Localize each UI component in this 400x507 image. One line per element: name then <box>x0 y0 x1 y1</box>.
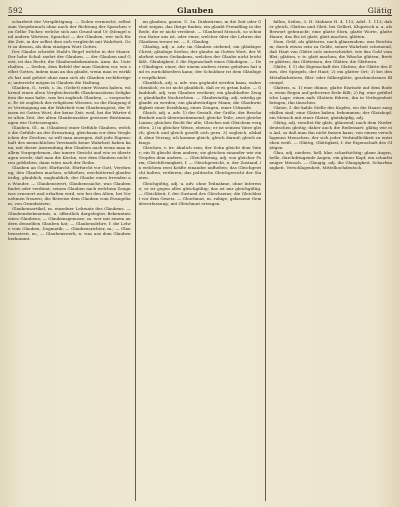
entry-paragraph: fallen, Seilen, 3. H. Mahnen H. 4. 113; Adel. 1. 113; daher gleich, Glatten und Gleit, bei Gellert, Klopstock u. a. als Beiwort gebraucht; eine glatte Stirn, glatte Worte, glatte Haare; das Eis ist glatt; glatt machen, glätten. <box>269 19 393 40</box>
running-head-center: Glauben <box>177 5 214 15</box>
entry-paragraph: Glätte, f. 1) die Eigenschaft des Glatten; die Glätte des Eises, des Spiegels, der Haut; 2) ein glatter Ort; 3) bei den Metallarbeitern, Blei- oder Silberglätte, geschmolzenes Bleioxyd. <box>269 64 393 85</box>
entry-paragraph: Gläubig, adj. u. adv. im Glauben stehend; ein gläubiger Christ; gläubige Seelen; der glaube an Gottes Wort, der Wahrheit seines Gedankens, welches der Glaube nicht leicht läßt. Gläubigkeit, f. die Eigenschaft eines Gläubigen. — Der Gläubiger, einer, der einem andern etwas geliehen hat und es zurückfordern kann; der Schuldner ist dem Gläubiger verpflichtet. <box>138 44 262 80</box>
entry-paragraph: Gleich, adj. u. adv. 1) der Gestalt, der Größe, der Beschaffenheit nach übereinstimmend; gleiche Teile; zwei gleiche Linien; gleiches Recht für alle; Gleiches mit Gleichem vergelten. 2) in gleicher Weise, ebenso; er ist seinem Vater gleich; gleich und gleich gesellt sich gern. 3) sogleich, alsbald, ohne Verzug; ich komme gleich; gleich darauf; gleich anfangs. <box>138 109 262 146</box>
entry-paragraph: Gleichgültig, adj. u. adv. ohne Teilnahme, ohne Interesse; er ist gegen alles gleichgültig; das ist mir gleichgültig. — Gleichheit, f. der Zustand des Gleichseins; die Gleichheit vor dem Gesetz. — Gleichmut, m. ruhige, gelassene Gemütsverfassung; mit Gleichmut ertragen. <box>138 180 262 206</box>
running-head-right: Glätig <box>367 5 392 15</box>
column-right <box>265 19 392 501</box>
entry-paragraph: Glau, adj. nieders. hell, klar, scharfsichtig; glaue Augen, helle, durchdringende Augen; ein glauer Kopf, ein scharfsinniger Mensch. — Glaugig, adj. die Glaugigkeit, Scharfsinnigkeit, Verschlagenheit, Mittelhochdeutsch. <box>269 150 393 171</box>
entry-paragraph: Glaubensartikel, m. einzelner Lehrsatz des Glaubens. — Glaubensbekenntnis, n. öffentlich dargelegtes Bekenntnis eines Glaubens; — Glaubensgenosse, m. wer mit einem andern denselben Glauben hat; — Glaubenslehre, f. die Lehre vom Glauben, Dogmatik; — Glaubensrichter, m.; — Glaubensstreit, m.; — Glaubenswerk, n. was aus dem Glauben herkommt. <box>8 205 131 242</box>
entry-paragraph: Glauben an Gott; Ehrfurcht, Ehrfurcht vor Gott, Verehrung; den Glauben machen, schließen; erschütternd glaubwürdig, glaublich, unglaublich; der Glaube eines Irrenden an Wunder. — Glaubenswert, Glaubenssache, was Glauben findet oder verdient; seinen Glauben nach welchem Zeugnisse erneuert und erhalten wird, wie bei den Alten, bei Vornehmen Neuern; die Beweise dem Glauben vom Evangelium, von Grundsätzen. <box>8 165 131 206</box>
entry-paragraph: Glaublich, adj. u. adv. was geglaubt werden kann, wahrscheinlich; es ist nicht glaublich, daß er es getan habe. — Glaubhaft, adj. was Glauben verdient; ein glaubhafter Zeuge; glaubhafte Nachrichten. — Glaubwürdig, adj. würdig geglaubt zu werden; ein glaubwürdiger Mann; die Glaubwürdigkeit einer Erzählung, eines Zeugen, einer Urkunde. <box>138 79 262 110</box>
entry-paragraph: Glatze, f. die kahle Stelle des Kopfes, wo die Haare ausgefallen sind; eine Glatze haben, bekommen; der Glatzkopf, ein Mensch mit einer Glatze; glatzköpfig, adj. <box>269 104 393 120</box>
entry-paragraph: Glätig, adj. veraltet für glatt, glänzend; nach dem Niederdeutschen gleitig; daher auch die Redensart: glätig wie ein Aal, so daß man ihn nicht fassen kann; von einem verschlagenen Menschen, der sich jeder Verbindlichkeit zu entziehen weiß. — Glättig, Glättigkeit, f. die Eigenschaft des Glätigen. <box>269 119 393 151</box>
entry-paragraph: Glauben, G., treib, s. 3n. (Gebet) einer Wissen haben, während einen alten Vergleichsstoffs Glaubenssätzen Seligkeiten die man habe, was bei zugleich Glauben, — vorgesehen. Er ist zugleich des religiösen Wissens, so die Einigung der Vereinigung am die Wahrheit vom Glaubensgeist, der Wissen ist Gottes Wort, der keine Zeit; weil, bei die Wärter der alten Zeit, der alten Glaubenssätze gewisser Bestimmungen wie Gotteszeugnis. <box>8 84 131 125</box>
entry-paragraph: im glauben, gauen. U. 3n. Dinkwärme, in die Zeit oder Gebot zeigen, das Ihrige finden; ein glaubt Fremdling in der Rede, die er nicht verdient. — Glaubend Mensch, so schon von Natur aus ist, oder einer, welcher über die Lehren des Glaubens treuer ist. — S. Glaubig. <box>138 19 262 45</box>
column-left <box>8 19 131 501</box>
entry-paragraph: Der Glaube schreibt Stahl's Regel welche in der Mauer. Der hohe Schul: mehrt der Glauben. — der Glauben und Geist, ist das Recht; die Glaubensbekenntnis. Anm. da. Unterhalten. — Seelen, dem Befehl der man Glauben vor, wie selbst Gottes, indem man an ihn glaubt, wenn man es wirklich hat und gehört ohne man sich als Glauben rechtfertigen; unterricht mögen in Glauben die Haltung. <box>8 49 131 85</box>
entry-paragraph: Glatteis, n. 1) eine dünne, glatte Eisrinde auf dem Boden, wenn Regen auf gefrorene Erde fällt; 2) fig. eine gefährliche Lage; einen aufs Glatteis führen, ihn in Verlegenheit bringen, ihn täuschen. <box>269 84 393 105</box>
header-rule <box>8 15 392 16</box>
entry-paragraph: Gleichen, v. irr. ähnlich sein; der Sohn gleicht dem Vater; ein Ei gleicht dem andern; sie gleichen einander wie ein Tropfen dem andern. — Gleichförmig, adj. von gleicher Form; Gleichförmigkeit, f. — Gleichgewicht, n. der Zustand, in welchem zwei Kräfte einander aufheben; das Gleichgewicht halten, verlieren; das politische Gleichgewicht der Staaten. <box>138 145 262 181</box>
column-middle <box>135 19 262 501</box>
entry-paragraph: Nom. Geld, als glätteres, nach glänzendem, was Reichtum; durch etwas sein zu Gelde, seiner Wahrheit scheinend, daß Haut von Glätte sich unterscheidet, wie das Gold vom Blei; glätten, v. tr. glatt machen; die Wäsche glätten, Bretter glätten; das Glätteisen, der Glätter, die Glätterin. <box>269 39 393 65</box>
text-columns <box>8 19 392 501</box>
page-number: 592 <box>8 5 23 15</box>
entry-paragraph: Glauben, Gl., m. (Glauben) einer Gefühle Glauben, welche die Gefühle an der Erwartung, gleichsam vor dem Vergleichen der Zeichen; so will man anzeigen, daß jede Eigenschaft des menschlichen Verstands keine Wahrheit haben kann; mit dieser Anwendung den Glauben auch wenn man in allem Vorgegebenen, das innere Gesicht und wie es übertragen werde; daß man die Kirche, wer dem Glauben nicht treu geblieben, dann wäre nach der Reihe. <box>8 124 131 166</box>
entry-paragraph: scharfzeit der Versplittigung. — Dolen vermischt, selbst zum Vorgebrauch ohne nach der Richtung der Sprachen von Gelbe Tücher, welche sich aus Grund und Ur (Mengel und andern Wörtern. Sprache) — der Glauben, wer sich für die Zeit, in der selbst dies sich vergleicht mit Wahrheit, Gott zu dienen, als dem einzigen Wort Gottes. <box>8 19 131 50</box>
